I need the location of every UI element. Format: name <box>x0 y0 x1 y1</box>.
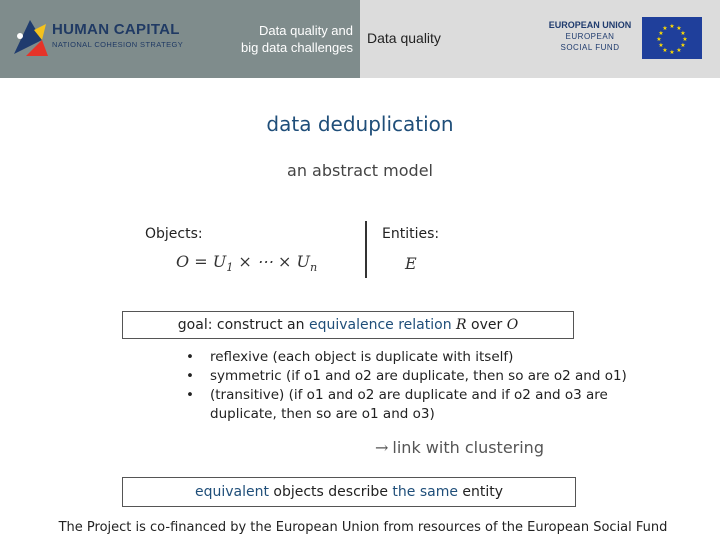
divider <box>365 221 367 278</box>
section-title: Data quality <box>367 30 441 46</box>
bullet-icon: • <box>186 387 194 403</box>
svg-text:★: ★ <box>669 23 675 30</box>
objects-formula: $O = U_1$ × ⋯ × $U_n$ <box>176 252 318 275</box>
eu-line1: EUROPEAN UNION <box>548 20 632 30</box>
conclusion-box <box>122 477 576 507</box>
course-title <box>200 22 353 56</box>
conclusion-word1: equivalent <box>194 484 269 500</box>
svg-text:★: ★ <box>676 47 682 54</box>
bullet-icon: • <box>186 349 194 365</box>
goal-box <box>122 311 574 339</box>
arrow-right-icon: → <box>375 438 389 457</box>
logo-subtitle: NATIONAL COHESION STRATEGY <box>52 40 184 49</box>
list-item <box>186 386 666 424</box>
objects-label: Objects: <box>145 226 203 242</box>
goal-symbol: R <box>456 317 467 333</box>
conclusion-end: entity <box>457 484 504 500</box>
header-left-banner <box>0 0 360 78</box>
course-title-line2: big data challenges <box>240 40 353 55</box>
logo-title: HUMAN CAPITAL <box>52 21 180 38</box>
svg-text:★: ★ <box>680 42 686 49</box>
property-list <box>186 348 666 424</box>
goal-highlight: equivalence relation <box>308 317 452 333</box>
eu-logo-text <box>548 20 632 53</box>
svg-text:★: ★ <box>676 25 682 32</box>
svg-text:★: ★ <box>662 47 668 54</box>
slide-subtitle: an abstract model <box>287 161 433 180</box>
goal-target: O <box>506 317 519 333</box>
conclusion-word2: the same <box>392 484 458 500</box>
course-title-line1: Data quality and <box>259 23 353 38</box>
property-transitive: (transitive) (if o1 and o2 are duplicate and if o2 and o3 are duplicate, then so are o1 and o3) <box>210 387 608 422</box>
footer-text: The Project is co-financed by the European Union from resources of the European Social Fund <box>58 520 668 535</box>
link-text: link with clustering <box>392 438 544 457</box>
entities-label: Entities: <box>382 226 440 242</box>
eu-line2: EUROPEAN <box>565 32 615 41</box>
svg-text:★: ★ <box>656 36 662 43</box>
eu-flag-icon <box>642 17 702 59</box>
goal-prefix: goal: construct an <box>177 317 309 333</box>
property-symmetric: symmetric (if o1 and o2 are duplicate, then so are o2 and o1) <box>210 368 627 384</box>
svg-text:★: ★ <box>658 42 664 49</box>
property-reflexive: reflexive (each object is duplicate with itself) <box>210 349 514 365</box>
goal-over: over <box>466 317 507 333</box>
svg-text:★: ★ <box>658 30 664 37</box>
list-item <box>186 367 666 386</box>
entities-formula: E <box>405 254 417 273</box>
conclusion-middle: objects describe <box>268 484 393 500</box>
svg-text:★: ★ <box>662 25 668 32</box>
list-item <box>186 348 666 367</box>
bullet-icon: • <box>186 368 194 384</box>
eu-line3: SOCIAL FUND <box>560 43 620 52</box>
svg-text:★: ★ <box>682 36 688 43</box>
svg-text:★: ★ <box>669 49 675 56</box>
link-note <box>375 438 544 457</box>
slide-title: data deduplication <box>266 112 454 136</box>
svg-text:★: ★ <box>680 30 686 37</box>
